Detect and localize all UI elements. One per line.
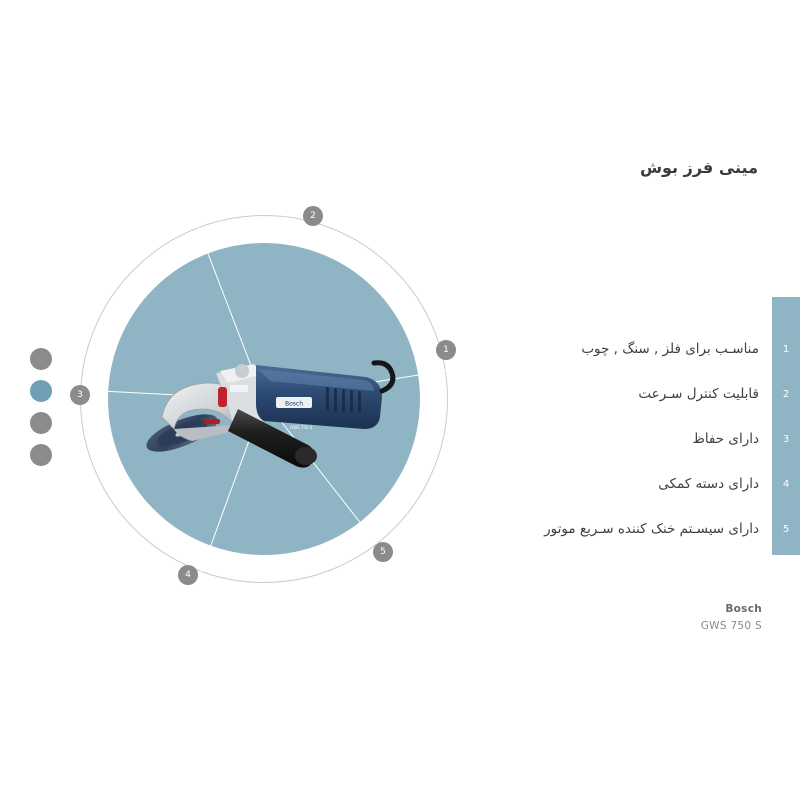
feature-row-2-text: قابلیت کنترل سـرعت (638, 386, 759, 402)
callout-badge-4-label: 4 (185, 570, 191, 580)
feature-row-1-text: مناسـب برای فلز , سنگ , چوب (581, 341, 759, 357)
page-title: مینی فرز بوش (639, 158, 758, 177)
feature-list (20, 297, 800, 555)
feature-row-1-number: 1 (782, 343, 790, 355)
callout-badge-5-label: 5 (380, 547, 386, 557)
callout-badge-2[interactable] (303, 206, 323, 226)
callout-badge-3-label: 3 (77, 390, 83, 400)
callout-badge-2-label: 2 (310, 211, 316, 221)
callout-badge-4[interactable] (178, 565, 198, 585)
brand-name: Bosch (725, 603, 762, 615)
feature-row-4-number: 4 (782, 478, 790, 490)
callout-badge-1-label: 1 (443, 345, 449, 355)
product-sub-label: GWS 750 S (290, 425, 313, 430)
brand-block (701, 603, 762, 632)
product-body-brand-text: Bosch (284, 400, 304, 408)
brand-model: GWS 750 S (700, 620, 762, 632)
feature-row-3-number: 3 (782, 433, 790, 445)
feature-row-2-number: 2 (782, 388, 790, 400)
feature-row-3-text: دارای حفاظ (692, 431, 759, 447)
feature-row-5-number: 5 (782, 523, 790, 535)
feature-row-5-text: دارای سیسـتم خنک کننده سـریع موتور (544, 521, 759, 537)
feature-row-5 (20, 503, 800, 555)
feature-row-4-text: دارای دسته کمکی (658, 476, 759, 492)
